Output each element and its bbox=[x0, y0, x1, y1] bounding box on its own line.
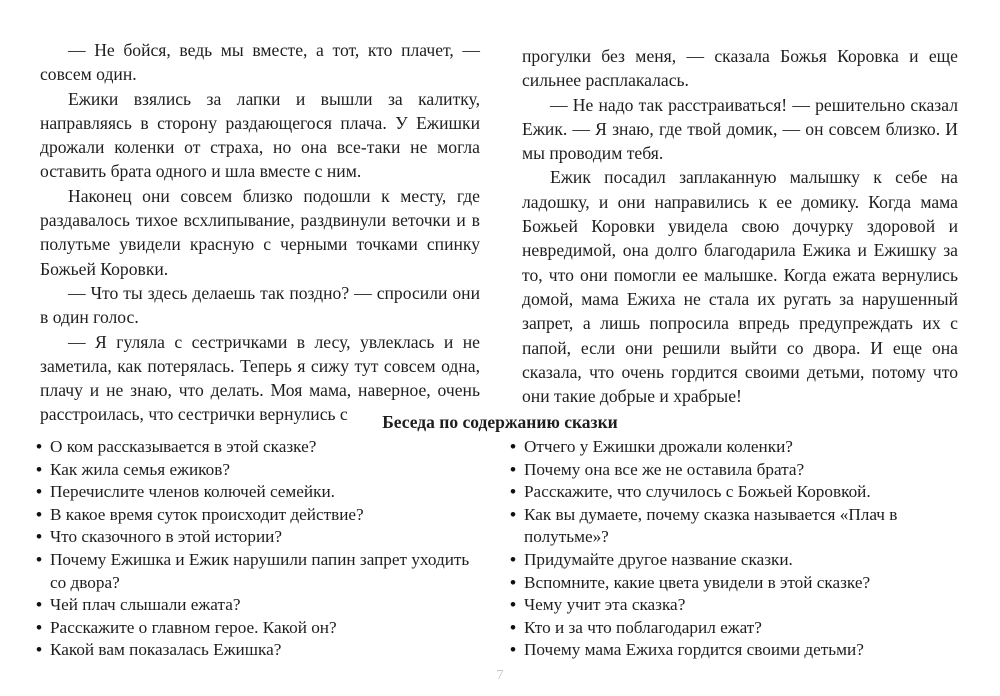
question-item: • Отчего у Ежишки дрожали коленки? bbox=[508, 436, 963, 459]
question-item: • Как жила семья ежиков? bbox=[34, 459, 484, 482]
page-number: 7 bbox=[496, 668, 504, 683]
story-column-right bbox=[522, 44, 958, 408]
question-item: • Чему учит эта сказка? bbox=[508, 594, 963, 617]
question-item: • Какой вам показалась Ежишка? bbox=[34, 639, 484, 662]
story-paragraph: — Я гуляла с сестричками в лесу, увлеклась и не заметила, как потерялась. Теперь я сижу тут совсем одна, плачу и не знаю, что делать. Моя мама, наверное, очень расстроилась, что сестрички вернулись с bbox=[40, 331, 480, 425]
question-item: • Вспомните, какие цвета увидели в этой сказке? bbox=[508, 572, 963, 595]
story-paragraph: Наконец они совсем близко подошли к месту, где раздавалось тихое всхлипывание, раздвинули веточки и в полутьме увидели красную с черными точками спинку Божьей Коровки. bbox=[40, 185, 480, 279]
story-paragraph: — Что ты здесь делаешь так поздно? — спросили они в один голос. bbox=[40, 282, 480, 328]
question-item: • Почему мама Ежиха гордится своими детьми? bbox=[508, 639, 963, 662]
story-paragraph: — Не бойся, ведь мы вместе, а тот, кто плачет, — совсем один. bbox=[40, 40, 480, 85]
question-item: • Почему она все же не оставила брата? bbox=[508, 459, 963, 482]
story-paragraph-continuation: прогулки без меня, — сказала Божья Коровка и еще сильнее расплакалась. bbox=[522, 46, 958, 91]
question-list-right bbox=[508, 436, 963, 662]
question-item: • Как вы думаете, почему сказка называется «Плач в полутьме»? bbox=[508, 504, 963, 549]
question-list-left bbox=[34, 436, 484, 662]
question-item: • Кто и за что поблагодарил ежат? bbox=[508, 617, 963, 640]
story-paragraph: — Не надо так расстраиваться! — решительно сказал Ежик. — Я знаю, где твой домик, — он совсем близко. И мы проводим тебя. bbox=[522, 94, 958, 164]
story-paragraph: Ежик посадил заплаканную малышку к себе на ладошку, и они направились к ее домику. Когда мама Божьей Коровки увидела свою дочурку здоровой и невредимой, она долго благодарила Ежика и Ежишку за то, что они помогли ее малышке. Когда ежата вернулись домой, мама Ежиха не стала их ругать за нарушенный запрет, а лишь попросила впредь предупреждать их с папой, если они решили выйти со двора. И еще она сказала, что очень гордится своими детьми, потому что они такие добрые и храбрые! bbox=[522, 167, 958, 407]
question-item: • Расскажите, что случилось с Божьей Коровкой. bbox=[508, 481, 963, 504]
story-paragraph: Ежики взялись за лапки и вышли за калитку, направляясь в сторону раздающегося плача. У Ежишки дрожали коленки от страха, но она все-таки не могла оставить брата одного и шла вместе с ним. bbox=[40, 88, 480, 182]
question-item: • Перечислите членов колючей семейки. bbox=[34, 481, 484, 504]
question-item: • Придумайте другое название сказки. bbox=[508, 549, 963, 572]
discussion-heading: Беседа по содержанию сказки bbox=[382, 412, 618, 432]
question-item: • Почему Ежишка и Ежик нарушили папин запрет уходить со двора? bbox=[34, 549, 484, 594]
question-item: • Расскажите о главном герое. Какой он? bbox=[34, 617, 484, 640]
question-item: • Чей плач слышали ежата? bbox=[34, 594, 484, 617]
question-item: • В какое время суток происходит действие? bbox=[34, 504, 484, 527]
story-column-left bbox=[40, 38, 480, 427]
question-item: • Что сказочного в этой истории? bbox=[34, 526, 484, 549]
question-item: • О ком рассказывается в этой сказке? bbox=[34, 436, 484, 459]
